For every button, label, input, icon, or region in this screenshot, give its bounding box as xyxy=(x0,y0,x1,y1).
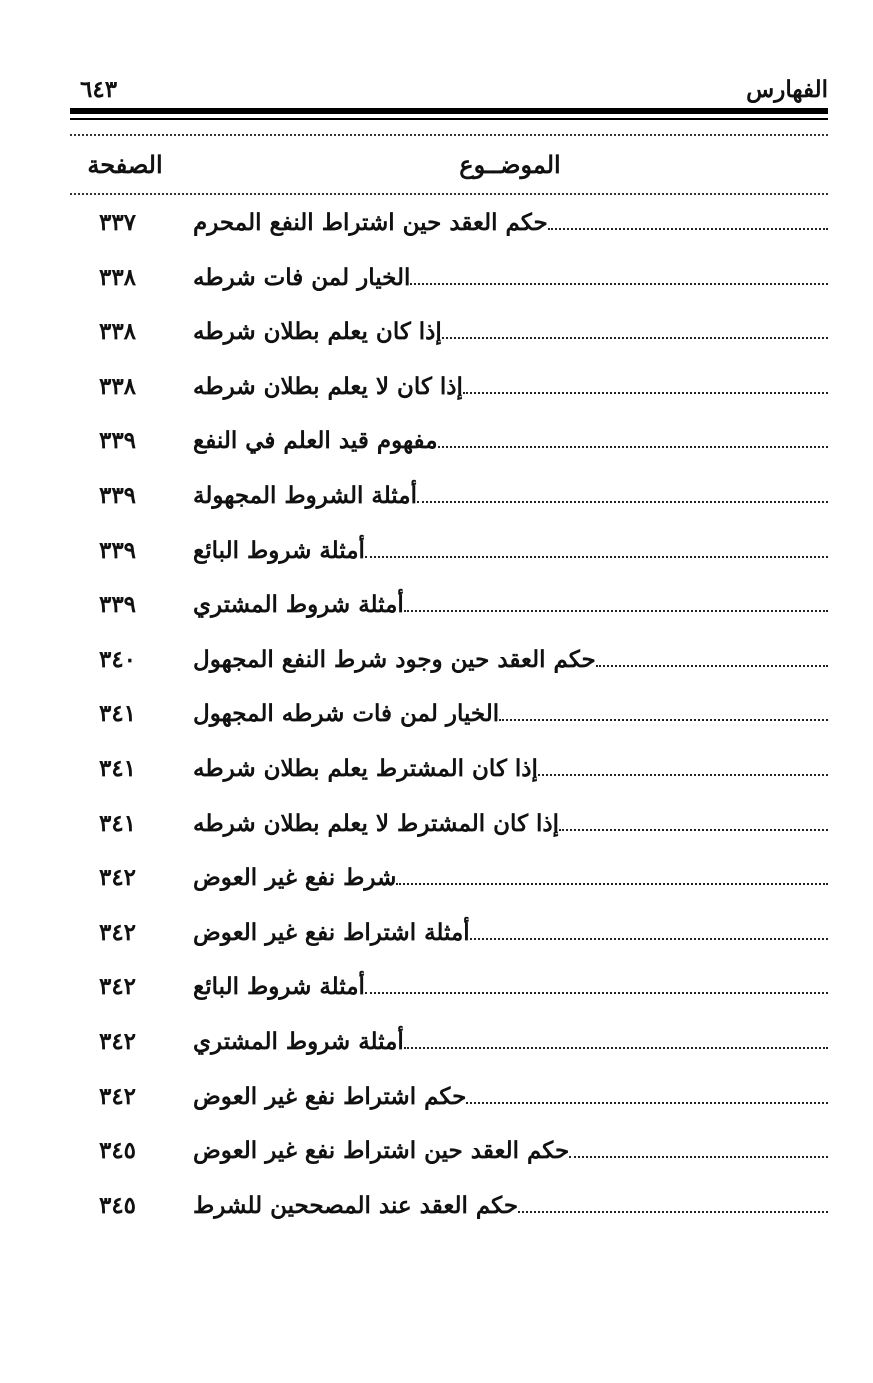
dot-leader xyxy=(396,883,828,885)
toc-entry-topic: أمثلة شروط البائع xyxy=(193,973,365,1001)
toc-entry-page: ٣٤١ xyxy=(98,809,137,837)
toc-entry-topic: حكم العقد عند المصححين للشرط xyxy=(193,1191,519,1219)
toc-entry-topic: أمثلة اشتراط نفع غير العوض xyxy=(193,918,470,946)
toc-entry-topic: حكم العقد حين وجود شرط النفع المجهول xyxy=(193,645,596,673)
toc-entry-page: ٣٣٨ xyxy=(98,263,137,291)
toc-entry xyxy=(70,913,828,968)
toc-entry-page: ٣٤١ xyxy=(98,754,137,782)
toc-entry xyxy=(70,258,828,313)
dot-leader xyxy=(548,228,828,230)
dot-leader xyxy=(470,938,828,940)
toc-entry-page: ٣٣٩ xyxy=(98,536,137,564)
toc-entry-topic: أمثلة شروط البائع xyxy=(193,536,365,564)
dot-leader xyxy=(596,665,828,667)
dot-leader xyxy=(417,501,828,503)
dot-leader xyxy=(410,283,828,285)
dot-leader xyxy=(442,337,828,339)
toc-entry-page: ٣٤٢ xyxy=(98,1027,137,1055)
topic-column-heading: الموضــوع xyxy=(459,150,561,179)
toc-entry-page: ٣٤٢ xyxy=(98,1082,137,1110)
toc-entry xyxy=(70,1077,828,1132)
dot-leader xyxy=(365,556,828,558)
toc-entry-topic: حكم العقد حين اشتراط نفع غير العوض xyxy=(193,1137,570,1165)
toc-entry xyxy=(70,749,828,804)
running-header xyxy=(70,70,828,106)
toc-entry xyxy=(70,367,828,422)
toc-entry xyxy=(70,531,828,586)
toc-entry-topic: إذا كان المشترط يعلم بطلان شرطه xyxy=(193,754,538,782)
toc-entry xyxy=(70,694,828,749)
dot-leader xyxy=(569,1156,828,1158)
toc-entry-page: ٣٣٨ xyxy=(98,372,137,400)
dot-leader xyxy=(404,1047,828,1049)
dot-leader xyxy=(538,774,828,776)
dotted-divider xyxy=(70,134,828,136)
toc-entry-topic: حكم اشتراط نفع غير العوض xyxy=(193,1082,467,1110)
header-rule-thin xyxy=(70,118,828,120)
toc-entry xyxy=(70,421,828,476)
dot-leader xyxy=(404,610,828,612)
toc-entry xyxy=(70,585,828,640)
toc-entry-page: ٣٣٨ xyxy=(98,318,137,346)
page-number: ٦٤٣ xyxy=(80,76,118,103)
toc-entry xyxy=(70,858,828,913)
toc-entry-topic: مفهوم قيد العلم في النفع xyxy=(193,427,438,455)
toc-entry-page: ٣٣٩ xyxy=(98,427,137,455)
toc-entry-topic: الخيار لمن فات شرطه xyxy=(193,263,411,291)
toc-entry-topic: أمثلة شروط المشتري xyxy=(193,591,404,619)
toc-entry-page: ٣٤٢ xyxy=(98,864,137,892)
toc-entry-topic: الخيار لمن فات شرطه المجهول xyxy=(193,700,500,728)
toc-entry-page: ٣٤٥ xyxy=(98,1191,137,1219)
toc-entry-topic: إذا كان لا يعلم بطلان شرطه xyxy=(193,372,463,400)
toc-entry xyxy=(70,476,828,531)
dot-leader xyxy=(463,392,828,394)
toc-entry-topic: شرط نفع غير العوض xyxy=(193,864,397,892)
toc-entry-page: ٣٣٩ xyxy=(98,591,137,619)
toc-entry-page: ٣٤٢ xyxy=(98,973,137,1001)
toc-entry-topic: أمثلة الشروط المجهولة xyxy=(193,481,417,509)
dot-leader xyxy=(499,719,828,721)
toc-entry-page: ٣٤٠ xyxy=(98,645,137,673)
dot-leader xyxy=(365,992,828,994)
toc-entry-page: ٣٣٧ xyxy=(98,209,137,236)
toc-entry-page: ٣٣٩ xyxy=(98,481,137,509)
toc-entry-topic: إذا كان المشترط لا يعلم بطلان شرطه xyxy=(193,809,560,837)
running-title: الفهارس xyxy=(746,76,828,103)
page-column-heading: الصفحة xyxy=(87,150,163,179)
toc-entry xyxy=(70,312,828,367)
table-of-contents xyxy=(70,203,828,1240)
toc-entry xyxy=(70,1131,828,1186)
toc-entry-page: ٣٤٢ xyxy=(98,918,137,946)
toc-entry-page: ٣٤١ xyxy=(98,700,137,728)
toc-entry-page: ٣٤٥ xyxy=(98,1137,137,1165)
toc-entry xyxy=(70,203,828,258)
toc-entry-topic: إذا كان يعلم بطلان شرطه xyxy=(193,318,442,346)
dot-leader xyxy=(466,1102,828,1104)
toc-entry-topic: حكم العقد حين اشتراط النفع المحرم xyxy=(193,209,548,236)
toc-entry xyxy=(70,640,828,695)
toc-entry xyxy=(70,804,828,859)
dot-leader xyxy=(518,1211,828,1213)
heading-dotted-divider xyxy=(70,193,828,195)
dot-leader xyxy=(559,829,828,831)
toc-entry xyxy=(70,1022,828,1077)
toc-entry-topic: أمثلة شروط المشتري xyxy=(193,1027,404,1055)
toc-entry xyxy=(70,967,828,1022)
toc-entry xyxy=(70,1186,828,1241)
dot-leader xyxy=(438,446,828,448)
header-rule-thick xyxy=(70,108,828,114)
